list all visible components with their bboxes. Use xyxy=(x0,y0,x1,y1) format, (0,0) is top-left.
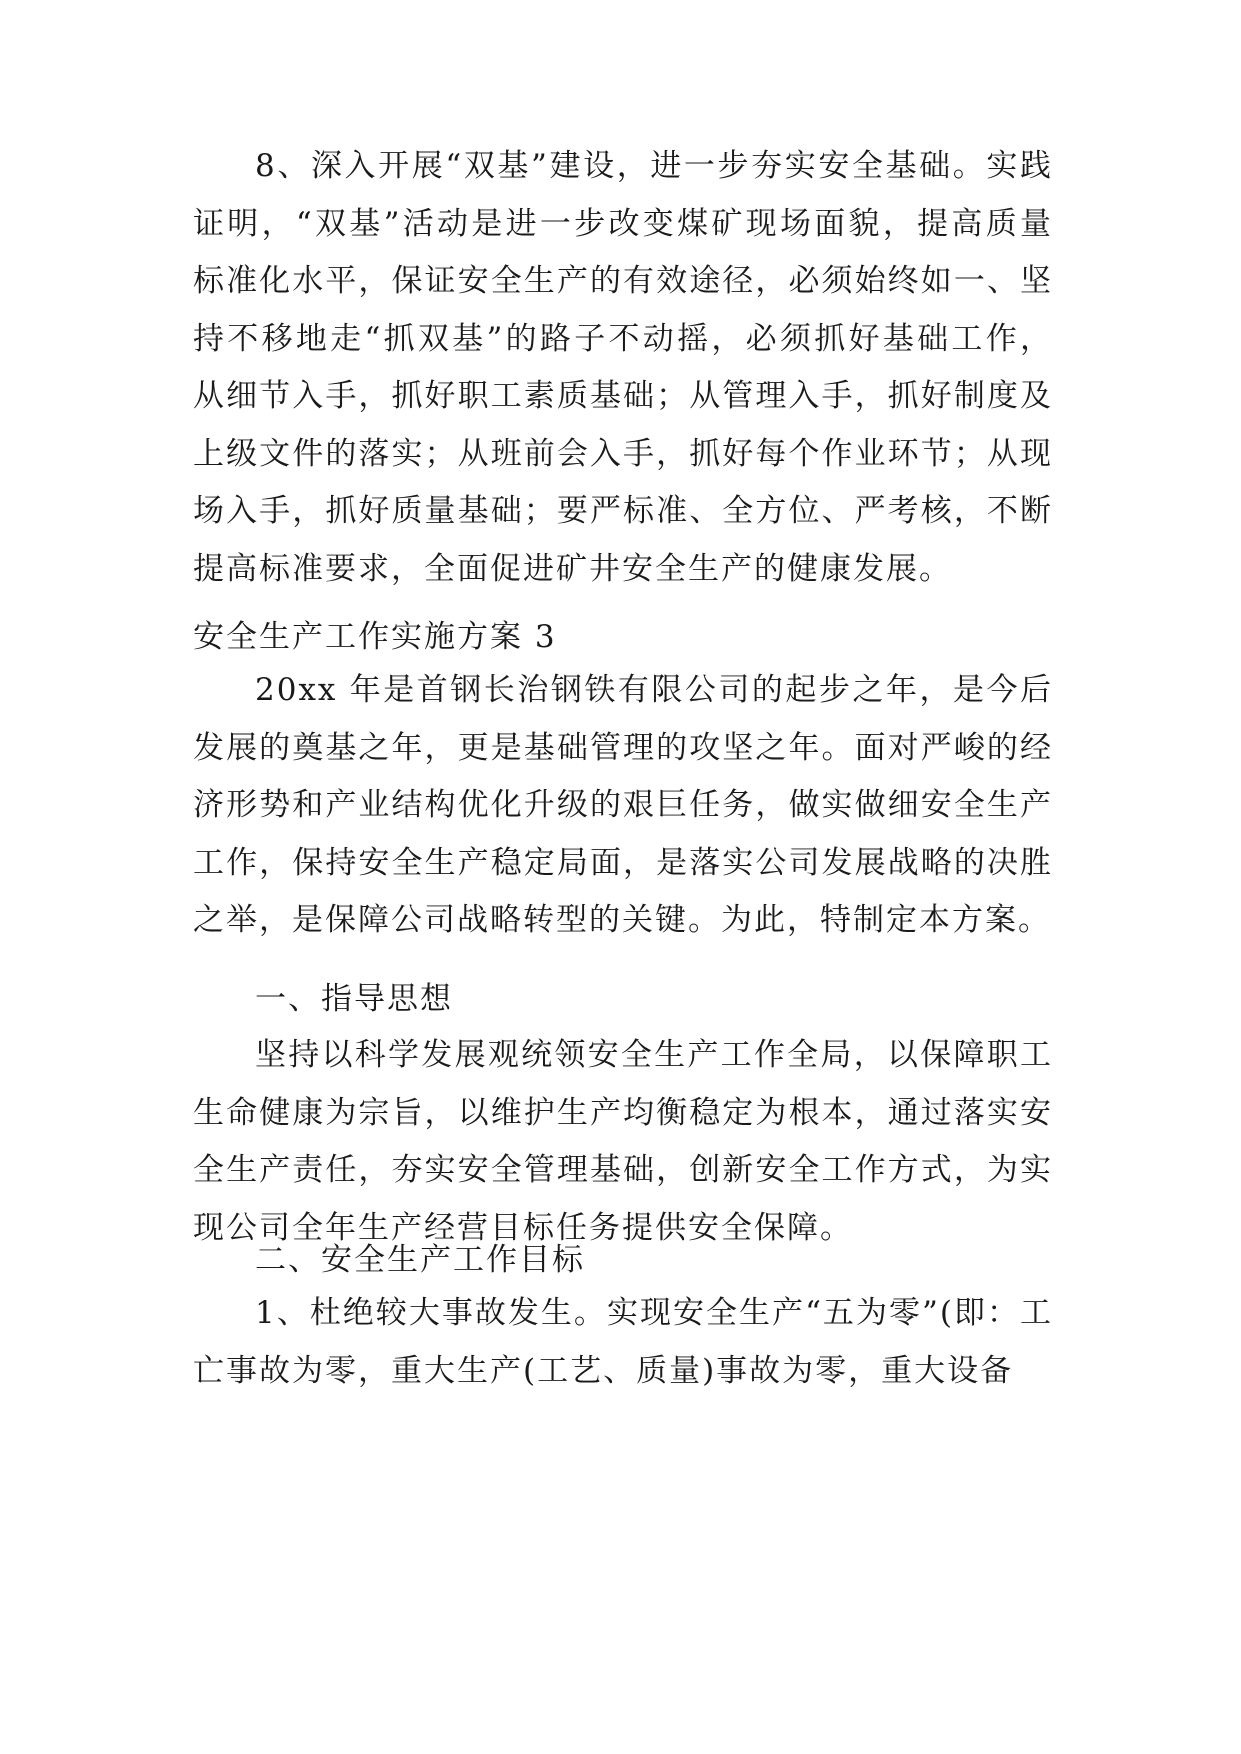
part2-item1-paragraph: 1、杜绝较大事故发生。实现安全生产“五为零”(即：工亡事故为零，重大生产(工艺、质量)事故为零，重大设备 xyxy=(193,1295,1053,1389)
part1-heading-block xyxy=(193,971,1053,1029)
part2-item1-block xyxy=(193,1285,1053,1400)
part2-heading: 二、安全生产工作目标 xyxy=(255,1242,585,1278)
section-8-paragraph: 8、深入开展“双基”建设，进一步夯实安全基础。实践证明，“双基”活动是进一步改变煤矿现场面貌，提高质量标准化水平，保证安全生产的有效途径，必须始终如一、坚持不移地走“抓双基”的路子不动摇，必须抓好基础工作，从细节入手，抓好职工素质基础；从管理入手，抓好制度及上级文件的落实；从班前会入手，抓好每个作业环节；从现场入手，抓好质量基础；要严标准、全方位、严考核，不断提高标准要求，全面促进矿井安全生产的健康发展。 xyxy=(193,148,1053,587)
intro-block xyxy=(193,662,1053,950)
part2-heading-block xyxy=(193,1232,1053,1290)
intro-paragraph: 20xx 年是首钢长治钢铁有限公司的起步之年，是今后发展的奠基之年，更是基础管理的攻坚之年。面对严峻的经济形势和产业结构优化升级的艰巨任务，做实做细安全生产工作，保持安全生产稳定局面，是落实公司发展战略的决胜之举，是保障公司战略转型的关键。为此，特制定本方案。 xyxy=(193,672,1053,938)
part1-paragraph: 坚持以科学发展观统领安全生产工作全局，以保障职工生命健康为宗旨，以维护生产均衡稳定为根本，通过落实安全生产责任，夯实安全管理基础，创新安全工作方式，为实现公司全年生产经营目标任务提供安全保障。 xyxy=(193,1037,1053,1246)
document-title: 安全生产工作实施方案 3 xyxy=(193,619,557,655)
section-8-block xyxy=(193,138,1053,598)
title-block xyxy=(193,609,1053,667)
part1-text-block xyxy=(193,1027,1053,1257)
part1-heading: 一、指导思想 xyxy=(255,981,453,1017)
